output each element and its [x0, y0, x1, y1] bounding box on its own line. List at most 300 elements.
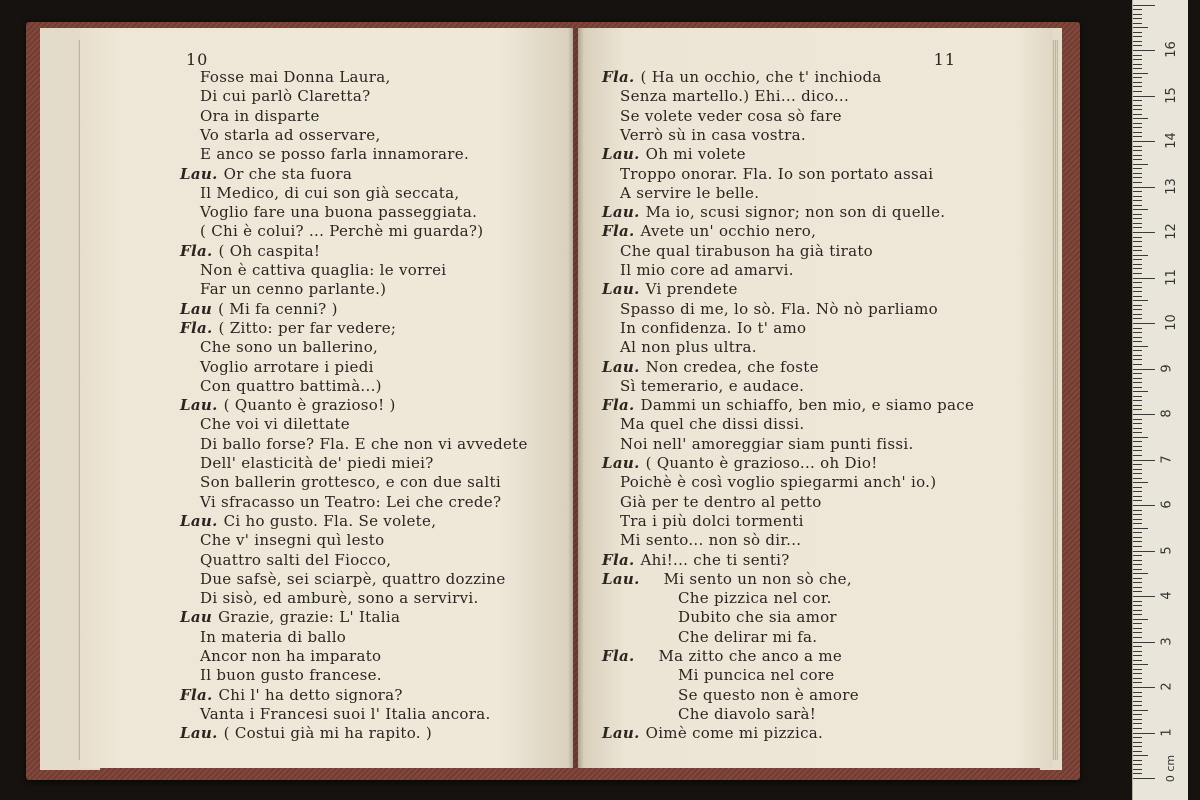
ruler-tick	[1133, 264, 1142, 265]
line-text: Mi sento... non sò dir...	[620, 531, 802, 550]
line-text: Che pizzica nel cor.	[678, 589, 832, 608]
ruler-tick	[1133, 760, 1142, 761]
line-text: Non è cattiva quaglia: le vorrei	[200, 261, 447, 279]
ruler-number: 4	[1159, 591, 1175, 600]
line-text: Avete un' occhio nero,	[640, 222, 817, 241]
speaker-name: Fla.	[180, 318, 213, 337]
ruler-tick	[1133, 378, 1142, 379]
text-line	[620, 338, 757, 356]
measurement-ruler	[1132, 0, 1188, 800]
ruler-tick	[1133, 587, 1142, 588]
ruler-tick	[1133, 223, 1142, 224]
line-text: Voglio arrotare i piedi	[200, 357, 374, 376]
ruler-tick	[1133, 159, 1142, 160]
text-line	[678, 589, 832, 607]
text-line	[678, 705, 816, 723]
text-line	[602, 570, 852, 588]
line-text: Troppo onorar. Fla. Io son portato assai	[620, 164, 934, 183]
ruler-tick	[1133, 309, 1142, 310]
ruler-tick	[1133, 409, 1142, 410]
text-line	[678, 608, 837, 626]
speaker-name: Lau.	[180, 724, 218, 743]
text-line	[200, 666, 382, 684]
ruler-tick	[1133, 273, 1142, 274]
ruler-tick	[1133, 300, 1148, 301]
text-line	[602, 396, 974, 414]
speaker-name: Fla.	[602, 222, 635, 241]
ruler-number: 11	[1163, 268, 1179, 286]
ruler-tick	[1133, 232, 1155, 233]
line-text: Due safsè, sei sciarpè, quattro dozzine	[200, 569, 506, 588]
text-line	[602, 551, 790, 569]
ruler-tick	[1133, 282, 1142, 283]
ruler-number: 15	[1163, 86, 1179, 104]
line-text: Di cui parlò Claretta?	[200, 87, 371, 106]
text-line	[602, 222, 816, 240]
line-text: Che qual tirabuson ha già tirato	[620, 241, 873, 260]
ruler-tick	[1133, 214, 1142, 215]
ruler-tick	[1133, 419, 1142, 420]
line-text: Ma io, scusi signor; non son di quelle.	[645, 203, 946, 222]
left-page	[80, 28, 573, 768]
ruler-tick	[1133, 359, 1142, 360]
ruler-tick	[1133, 432, 1142, 433]
ruler-tick	[1133, 482, 1148, 483]
line-text: Ma quel che dissi dissi.	[620, 415, 805, 434]
ruler-tick	[1133, 560, 1142, 561]
ruler-tick	[1133, 710, 1148, 711]
ruler-tick	[1133, 355, 1142, 356]
ruler-tick	[1133, 287, 1142, 288]
ruler-tick	[1133, 628, 1142, 629]
line-text: Vi prendete	[645, 280, 738, 299]
ruler-tick	[1133, 692, 1142, 693]
ruler-tick	[1133, 305, 1142, 306]
text-line	[180, 319, 396, 337]
line-text: Vanta i Francesi suoi l' Italia ancora.	[200, 704, 491, 723]
line-text: Già per te dentro al petto	[620, 492, 822, 511]
line-text: Chi l' ha detto signora?	[218, 685, 403, 704]
ruler-tick	[1133, 127, 1142, 128]
ruler-number: 8	[1159, 409, 1175, 418]
ruler-tick	[1133, 591, 1142, 592]
ruler-number: 13	[1163, 177, 1179, 195]
text-line	[200, 107, 320, 125]
ruler-tick	[1133, 701, 1142, 702]
text-line	[620, 493, 822, 511]
ruler-tick	[1133, 45, 1142, 46]
ruler-tick	[1133, 601, 1142, 602]
text-line	[620, 126, 806, 144]
speaker-name: Lau.	[602, 724, 640, 743]
ruler-number: 2	[1159, 682, 1175, 691]
ruler-tick	[1133, 32, 1142, 33]
ruler-tick	[1133, 227, 1142, 228]
text-line	[200, 551, 391, 569]
ruler-tick	[1133, 696, 1142, 697]
line-text: Che delirar mi fa.	[678, 627, 818, 646]
ruler-tick	[1133, 14, 1142, 15]
text-line	[180, 608, 400, 626]
ruler-tick	[1133, 91, 1142, 92]
ruler-tick	[1133, 100, 1142, 101]
line-text: Con quattro battimà...)	[200, 376, 382, 395]
text-line	[200, 280, 386, 298]
ruler-tick	[1133, 86, 1142, 87]
ruler-tick	[1133, 523, 1142, 524]
ruler-tick	[1133, 41, 1142, 42]
ruler-tick	[1133, 473, 1142, 474]
ruler-tick	[1133, 341, 1142, 342]
ruler-tick	[1133, 655, 1142, 656]
text-line	[200, 628, 346, 646]
ruler-tick	[1133, 332, 1142, 333]
ruler-tick	[1133, 569, 1142, 570]
ruler-tick	[1133, 391, 1148, 392]
text-line	[200, 705, 491, 723]
text-line	[620, 531, 801, 549]
line-text: Ora in disparte	[200, 106, 320, 125]
ruler-number: 16	[1163, 41, 1179, 58]
ruler-tick	[1133, 36, 1142, 37]
ruler-tick	[1133, 50, 1155, 51]
ruler-tick	[1133, 733, 1155, 734]
ruler-tick	[1133, 514, 1142, 515]
ruler-tick	[1133, 246, 1142, 247]
ruler-tick	[1133, 673, 1142, 674]
ruler-tick	[1133, 678, 1142, 679]
ruler-tick	[1133, 460, 1155, 461]
text-line	[200, 87, 370, 105]
line-text: Verrò sù in casa vostra.	[620, 125, 806, 144]
ruler-tick	[1133, 132, 1142, 133]
speaker-name: Lau.	[602, 569, 640, 588]
ruler-tick	[1133, 446, 1142, 447]
ruler-tick	[1133, 237, 1142, 238]
ruler-tick	[1133, 23, 1142, 24]
line-text: Ancor non ha imparato	[200, 647, 382, 665]
line-text: Oh mi volete	[645, 145, 746, 164]
line-text: Oimè come mi pizzica.	[645, 724, 824, 743]
ruler-tick	[1133, 18, 1142, 19]
ruler-tick	[1133, 27, 1148, 28]
ruler-tick	[1133, 773, 1142, 774]
ruler-tick	[1133, 723, 1142, 724]
ruler-tick	[1133, 291, 1142, 292]
line-text: Quattro salti del Fiocco,	[200, 550, 392, 569]
ruler-number: 5	[1159, 545, 1175, 555]
ruler-tick	[1133, 541, 1142, 542]
ruler-tick	[1133, 123, 1142, 124]
text-line	[602, 203, 945, 221]
text-line	[200, 473, 501, 491]
line-text: Che sono un ballerino,	[200, 338, 379, 357]
ruler-tick	[1133, 714, 1142, 715]
ruler-tick	[1133, 205, 1142, 206]
ruler-tick	[1133, 68, 1142, 69]
line-text: Grazie, grazie: L' Italia	[218, 608, 401, 627]
ruler-tick	[1133, 191, 1142, 192]
line-text: Mi sento un non sò che,	[663, 569, 852, 588]
ruler-tick	[1133, 437, 1148, 438]
ruler-tick	[1133, 255, 1148, 256]
ruler-tick	[1133, 59, 1142, 60]
text-line	[200, 589, 479, 607]
speaker-name: Lau.	[602, 454, 640, 472]
text-line	[620, 473, 936, 491]
speaker-name: Fla.	[602, 550, 635, 569]
text-line	[180, 686, 403, 704]
ruler-tick	[1133, 109, 1142, 110]
ruler-tick	[1133, 268, 1142, 269]
ruler-tick	[1133, 719, 1142, 720]
speaker-name: Lau	[180, 299, 213, 318]
ruler-unit-label: 0 cm	[1164, 754, 1178, 783]
line-text: Se volete veder cosa sò fare	[620, 106, 842, 125]
ruler-tick	[1133, 278, 1155, 279]
text-line	[602, 145, 746, 163]
ruler-tick	[1133, 114, 1142, 115]
line-text: Il mio core ad amarvi.	[620, 261, 794, 279]
ruler-tick	[1133, 164, 1148, 165]
ruler-tick	[1133, 318, 1142, 319]
text-line	[180, 165, 352, 183]
ruler-tick	[1133, 155, 1142, 156]
ruler-tick	[1133, 778, 1155, 779]
text-line	[200, 454, 434, 472]
ruler-tick	[1133, 619, 1148, 620]
ruler-tick	[1133, 469, 1142, 470]
ruler-number: 1	[1159, 727, 1175, 737]
speaker-name: Fla.	[602, 647, 635, 665]
ruler-tick	[1133, 450, 1142, 451]
text-line	[602, 68, 882, 86]
line-text: Voglio fare una buona passeggiata.	[200, 203, 478, 222]
text-line	[200, 570, 506, 588]
ruler-tick	[1133, 610, 1142, 611]
line-text: Al non plus ultra.	[620, 338, 757, 357]
line-text: Sì temerario, e audace.	[620, 376, 805, 395]
ruler-number: 14	[1163, 132, 1179, 149]
line-text: ( Quanto è grazioso! )	[223, 396, 396, 415]
text-line	[180, 724, 432, 742]
ruler-tick	[1133, 382, 1142, 383]
speaker-name: Fla.	[602, 68, 635, 86]
ruler-tick	[1133, 323, 1155, 324]
speaker-name: Lau.	[602, 357, 640, 376]
line-text: Far un cenno parlante.)	[200, 280, 387, 299]
ruler-tick	[1133, 77, 1142, 78]
ruler-tick	[1133, 742, 1142, 743]
ruler-tick	[1133, 182, 1142, 183]
ruler-tick	[1133, 555, 1142, 556]
right-page	[578, 28, 1052, 768]
ruler-tick	[1133, 423, 1142, 424]
page-number: 10	[186, 50, 209, 69]
text-line	[200, 222, 483, 240]
text-line	[620, 415, 804, 433]
line-text: Or che sta fuora	[223, 164, 353, 183]
text-line	[678, 686, 859, 704]
line-text: E anco se posso farla innamorare.	[200, 145, 470, 164]
text-line	[180, 396, 396, 414]
ruler-tick	[1133, 642, 1155, 643]
speaker-name: Lau.	[180, 511, 218, 530]
ruler-tick	[1133, 177, 1142, 178]
line-text: Ahi!... che ti senti?	[640, 550, 790, 569]
text-line	[620, 319, 806, 337]
speaker-name: Fla.	[602, 396, 635, 415]
ruler-tick	[1133, 241, 1142, 242]
ruler-tick	[1133, 400, 1142, 401]
text-line	[678, 666, 834, 684]
line-text: Ma zitto che anco a me	[658, 647, 843, 665]
text-line	[602, 647, 842, 665]
text-line	[620, 165, 933, 183]
ruler-tick	[1133, 519, 1142, 520]
ruler-tick	[1133, 414, 1155, 415]
ruler-tick	[1133, 118, 1148, 119]
ruler-tick	[1133, 209, 1148, 210]
ruler-number: 7	[1159, 454, 1175, 464]
line-text: Che diavolo sarà!	[678, 704, 817, 723]
ruler-tick	[1133, 146, 1142, 147]
ruler-tick	[1133, 9, 1142, 10]
line-text: Dell' elasticità de' piedi miei?	[200, 454, 434, 472]
line-text: Dammi un schiaffo, ben mio, e siamo pace	[640, 396, 975, 415]
ruler-tick	[1133, 250, 1142, 251]
ruler-tick	[1133, 141, 1155, 142]
ruler-tick	[1133, 623, 1142, 624]
ruler-tick	[1133, 646, 1142, 647]
ruler-tick	[1133, 364, 1142, 365]
ruler-tick	[1133, 200, 1142, 201]
line-text: ( Chi è colui? ... Perchè mi guarda?)	[200, 222, 484, 241]
line-text: Il Medico, di cui son già seccata,	[200, 183, 460, 202]
text-line	[200, 647, 381, 665]
ruler-tick	[1133, 396, 1142, 397]
ruler-tick	[1133, 528, 1148, 529]
text-line	[200, 261, 446, 279]
ruler-tick	[1133, 478, 1142, 479]
ruler-tick	[1133, 5, 1155, 6]
ruler-tick	[1133, 64, 1142, 65]
ruler-tick	[1133, 764, 1142, 765]
ruler-tick	[1133, 441, 1142, 442]
text-line	[620, 87, 849, 105]
ruler-tick	[1133, 632, 1142, 633]
ruler-number: 10	[1163, 314, 1179, 331]
ruler-tick	[1133, 651, 1142, 652]
ruler-tick	[1133, 746, 1142, 747]
page-number: 11	[933, 50, 956, 69]
ruler-tick	[1133, 687, 1155, 688]
ruler-tick	[1133, 682, 1142, 683]
ruler-tick	[1133, 218, 1142, 219]
ruler-tick	[1133, 660, 1142, 661]
ruler-tick	[1133, 751, 1142, 752]
text-line	[200, 531, 384, 549]
ruler-tick	[1133, 337, 1142, 338]
text-line	[620, 242, 873, 260]
text-line	[200, 338, 378, 356]
line-text: Tra i più dolci tormenti	[620, 511, 804, 530]
line-text: Noi nell' amoreggiar siam punti fissi.	[620, 434, 914, 453]
ruler-tick	[1133, 464, 1142, 465]
text-line	[678, 628, 817, 646]
line-text: Vi sfracasso un Teatro: Lei che crede?	[200, 492, 502, 511]
text-line	[200, 203, 477, 221]
line-text: Poichè è così voglio spiegarmi anch' io.)	[620, 473, 937, 492]
ruler-tick	[1133, 73, 1148, 74]
ruler-tick	[1133, 259, 1142, 260]
line-text: ( Quanto è grazioso... oh Dio!	[645, 454, 878, 472]
line-text: ( Ha un occhio, che t' inchioda	[640, 68, 882, 86]
ruler-tick	[1133, 487, 1142, 488]
ruler-number: 12	[1163, 223, 1179, 240]
ruler-tick	[1133, 537, 1142, 538]
ruler-tick	[1133, 491, 1142, 492]
line-text: ( Zitto: per far vedere;	[218, 318, 397, 337]
line-text: Ci ho gusto. Fla. Se volete,	[223, 511, 437, 530]
speaker-name: Lau.	[602, 203, 640, 222]
ruler-tick	[1133, 387, 1142, 388]
text-line	[200, 435, 528, 453]
text-line	[620, 184, 759, 202]
text-line	[602, 454, 878, 472]
line-text: Vo starla ad osservare,	[200, 125, 381, 144]
text-line	[180, 512, 436, 530]
ruler-tick	[1133, 136, 1142, 137]
line-text: Se questo non è amore	[678, 685, 859, 704]
ruler-number: 3	[1159, 636, 1175, 646]
ruler-tick	[1133, 546, 1142, 547]
text-line	[620, 300, 938, 318]
ruler-tick	[1133, 455, 1142, 456]
line-text: ( Mi fa cenni? )	[218, 299, 338, 318]
speaker-name: Lau.	[602, 145, 640, 164]
ruler-tick	[1133, 705, 1142, 706]
text-line	[180, 242, 320, 260]
ruler-tick	[1133, 510, 1142, 511]
speaker-name: Fla.	[180, 685, 213, 704]
ruler-tick	[1133, 669, 1142, 670]
ruler-tick	[1133, 369, 1155, 370]
ruler-tick	[1133, 664, 1148, 665]
ruler-tick	[1133, 196, 1142, 197]
text-line	[620, 512, 804, 530]
line-text: ( Oh caspita!	[218, 241, 321, 260]
ruler-tick	[1133, 614, 1142, 615]
ruler-tick	[1133, 314, 1142, 315]
ruler-tick	[1133, 564, 1142, 565]
ruler-tick	[1133, 373, 1142, 374]
speaker-name: Lau.	[602, 280, 640, 299]
book-gutter	[568, 28, 584, 768]
ruler-number: 9	[1159, 363, 1175, 373]
text-line	[200, 377, 382, 395]
text-line	[620, 377, 804, 395]
text-line	[602, 358, 819, 376]
line-text: In confidenza. Io t' amo	[620, 318, 807, 337]
ruler-tick	[1133, 605, 1142, 606]
ruler-tick	[1133, 350, 1142, 351]
ruler-tick	[1133, 168, 1142, 169]
line-text: Non credea, che foste	[645, 357, 819, 376]
ruler-tick	[1133, 96, 1155, 97]
text-line	[200, 126, 381, 144]
text-line	[200, 415, 350, 433]
